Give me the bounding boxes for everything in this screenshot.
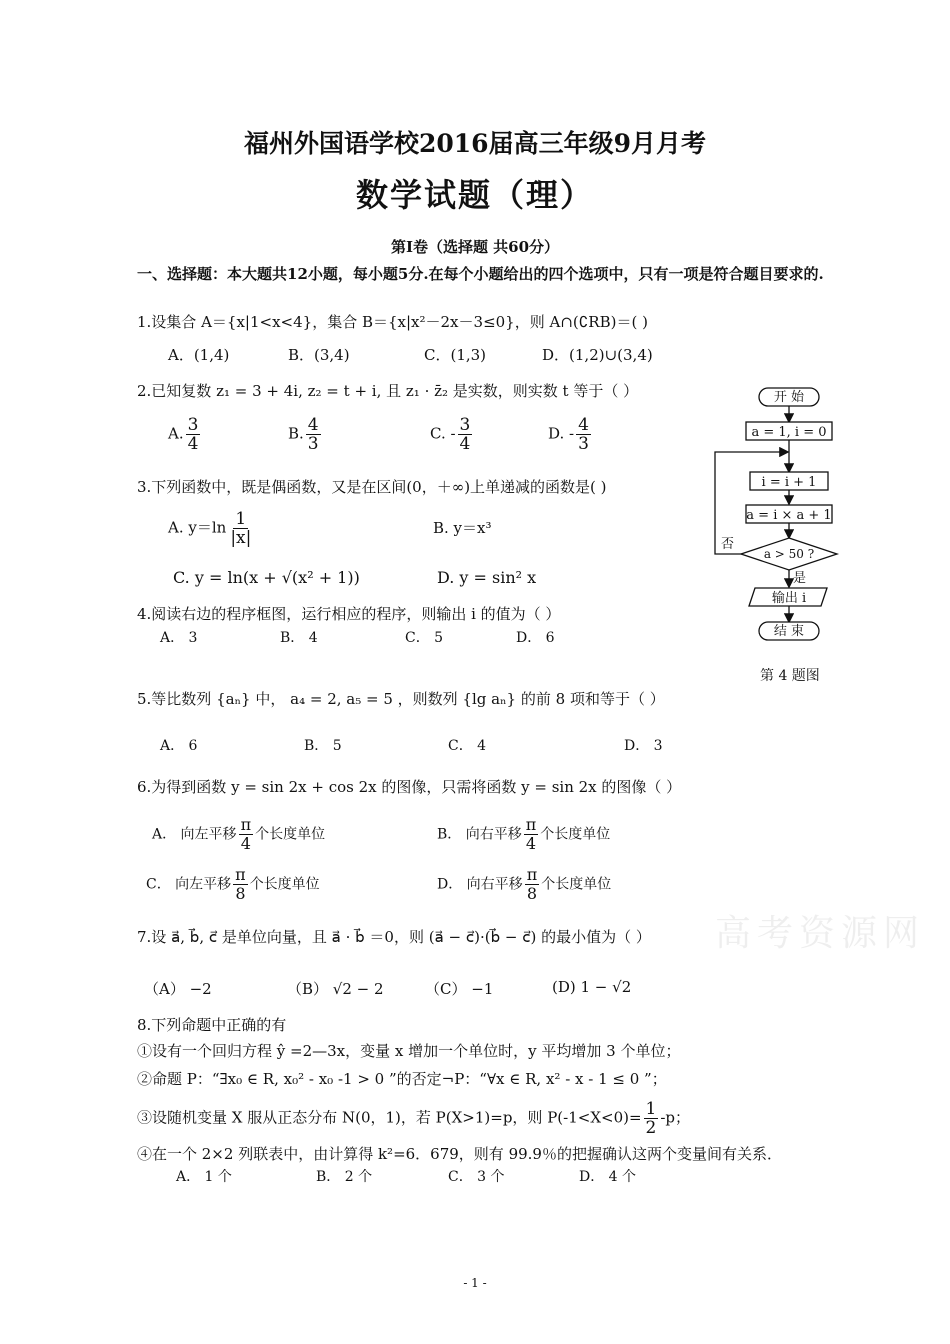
q6-option-d bbox=[437, 866, 611, 903]
q3-option-b: B. y＝x³ bbox=[433, 519, 492, 537]
q4-option-b: B． 4 bbox=[280, 630, 318, 646]
q2-c-num: 3 bbox=[459, 415, 471, 435]
q8-statement-2: ②命题 P：“∃x₀ ∈ R, x₀² - x₀ -1 > 0 ”的否定¬P：“∀x ∈ R, x² - x - 1 ≤ 0 ”； bbox=[137, 1070, 667, 1088]
q6-d-num: π bbox=[526, 865, 538, 884]
q8-stem: 8.下列命题中正确的有 bbox=[137, 1016, 287, 1034]
flowchart-step2-label: a = i × a + 1 bbox=[746, 508, 832, 523]
q6-option-b bbox=[437, 816, 610, 853]
q2-stem: 2.已知复数 z₁ = 3 + 4i, z₂ = t + i, 且 z₁ · z̄₂ 是实数，则实数 t 等于（ ） bbox=[137, 382, 639, 400]
q7-option-d: (D) 1 − √2 bbox=[552, 978, 632, 996]
q2-c-prefix: C. - bbox=[430, 424, 456, 443]
q2-b-prefix: B. bbox=[288, 424, 304, 443]
q4-figure-caption: 第 4 题图 bbox=[760, 668, 820, 684]
q4-stem: 4.阅读右边的程序框图，运行相应的程序，则输出 i 的值为（ ） bbox=[137, 605, 561, 623]
q6-c-fraction bbox=[233, 866, 248, 903]
q2-a-den: 4 bbox=[187, 434, 199, 454]
q2-a-prefix: A. bbox=[168, 424, 184, 443]
q6-c-den: 8 bbox=[235, 884, 246, 903]
q6-option-a bbox=[152, 816, 325, 853]
part-title: 第Ⅰ卷（选择题 共60分） bbox=[390, 238, 560, 256]
q3-stem: 3.下列函数中，既是偶函数，又是在区间(0，＋∞)上单递减的函数是( ) bbox=[137, 478, 607, 496]
q3-a-fraction bbox=[228, 510, 253, 547]
q2-d-num: 4 bbox=[578, 415, 589, 435]
flowchart-start-label: 开 始 bbox=[773, 390, 805, 405]
q8-statement-1: ①设有一个回归方程 ŷ =2—3x，变量 x 增加一个单位时，y 平均增加 3 个单位； bbox=[137, 1042, 681, 1060]
q8-option-b: B． 2 个 bbox=[316, 1169, 373, 1185]
q6-c-pre: C． 向左平移 bbox=[146, 876, 232, 893]
page-number: - 1 - bbox=[463, 1276, 487, 1290]
q2-a-fraction bbox=[186, 416, 201, 453]
q1-stem: 1.设集合 A＝{x|1<x<4}，集合 B＝{x|x²－2x－3≤0}，则 A∩(∁RB)＝( ) bbox=[137, 313, 648, 331]
flowchart-init-label: a = 1, i = 0 bbox=[751, 425, 827, 440]
school-title: 福州外国语学校2016届高三年级9月月考 bbox=[244, 129, 706, 158]
q2-option-c bbox=[430, 416, 474, 453]
q6-a-pre: A． 向左平移 bbox=[152, 826, 237, 843]
flowchart-step1-label: i = i + 1 bbox=[761, 475, 817, 490]
q6-d-fraction bbox=[525, 866, 540, 903]
q5-option-c: C． 4 bbox=[448, 738, 487, 754]
q8-s3-post: -p； bbox=[660, 1108, 691, 1127]
q2-option-a bbox=[168, 416, 202, 453]
q7-option-a: （A） −2 bbox=[144, 980, 212, 998]
q7-option-b: （B） √2 − 2 bbox=[287, 980, 384, 998]
q6-d-post: 个长度单位 bbox=[541, 876, 612, 893]
q8-s3-den: 2 bbox=[645, 1118, 657, 1138]
q6-a-post: 个长度单位 bbox=[255, 826, 326, 843]
q2-c-den: 4 bbox=[459, 434, 471, 454]
flowchart-no-label: 否 bbox=[721, 537, 735, 552]
q6-b-post: 个长度单位 bbox=[540, 826, 611, 843]
q5-stem: 5.等比数列 {aₙ} 中， a₄ = 2, a₅ = 5 ，则数列 {lg aₙ} 的前 8 项和等于（ ） bbox=[137, 690, 665, 708]
q2-b-num: 4 bbox=[307, 415, 319, 435]
q2-d-prefix: D. - bbox=[548, 424, 575, 443]
subject-title: 数学试题（理） bbox=[355, 176, 594, 214]
q3-a-num: 1 bbox=[235, 509, 247, 529]
q3-a-den: |x| bbox=[230, 528, 252, 548]
q4-option-a: A． 3 bbox=[160, 630, 198, 646]
q3-a-prefix: A. y＝ln bbox=[168, 518, 227, 537]
q6-option-c bbox=[146, 866, 320, 903]
q6-a-num: π bbox=[240, 815, 252, 834]
flowchart bbox=[705, 384, 845, 646]
q1-option-d: D．(1,2)∪(3,4) bbox=[542, 346, 653, 364]
q2-option-b bbox=[288, 416, 323, 453]
q6-c-num: π bbox=[235, 865, 246, 884]
section-instructions: 一、选择题：本大题共12小题，每小题5分.在每个小题给出的四个选项中，只有一项是符合题目要求的. bbox=[137, 265, 824, 283]
q6-a-fraction bbox=[239, 816, 254, 853]
flowchart-yes-label: 是 bbox=[793, 571, 807, 586]
q7-stem: 7.设 a⃗, b⃗, c⃗ 是单位向量，且 a⃗ · b⃗ ＝0，则 (a⃗ − c⃗)·(b⃗ − c⃗) 的最小值为（ ） bbox=[137, 928, 651, 946]
q2-a-num: 3 bbox=[187, 415, 199, 435]
q6-b-num: π bbox=[525, 815, 537, 834]
q3-option-c: C. y = ln(x + √(x² + 1)) bbox=[173, 568, 360, 587]
watermark: 高考资源网 bbox=[715, 913, 926, 954]
q8-option-d: D． 4 个 bbox=[579, 1169, 637, 1185]
q6-b-fraction bbox=[524, 816, 539, 853]
q6-b-den: 4 bbox=[525, 834, 537, 853]
q3-option-a bbox=[168, 510, 255, 547]
q4-option-d: D． 6 bbox=[516, 630, 555, 646]
q8-s3-fraction bbox=[644, 1100, 659, 1137]
q8-s3-pre: ③设随机变量 X 服从正态分布 N(0，1)，若 P(X>1)=p，则 P(-1<X<0)= bbox=[137, 1108, 642, 1127]
q8-s3-num: 1 bbox=[645, 1099, 657, 1119]
q5-option-b: B． 5 bbox=[304, 738, 342, 754]
q8-statement-4: ④在一个 2×2 列联表中，由计算得 k²=6．679，则有 99.9％的把握确认这两个变量间有关系． bbox=[137, 1145, 782, 1163]
q6-a-den: 4 bbox=[240, 834, 251, 853]
flowchart-end-label: 结 束 bbox=[773, 624, 805, 639]
q2-b-fraction bbox=[306, 416, 321, 453]
q5-option-d: D． 3 bbox=[624, 738, 663, 754]
q1-option-c: C．(1,3) bbox=[424, 346, 487, 364]
q6-stem: 6.为得到函数 y = sin 2x + cos 2x 的图像，只需将函数 y = sin 2x 的图像（ ） bbox=[137, 778, 682, 796]
q2-d-fraction bbox=[576, 416, 591, 453]
q2-b-den: 3 bbox=[307, 434, 319, 454]
q8-option-a: A． 1 个 bbox=[176, 1169, 232, 1185]
q8-statement-3 bbox=[137, 1100, 690, 1137]
q8-option-c: C． 3 个 bbox=[448, 1169, 505, 1185]
q2-d-den: 3 bbox=[578, 434, 589, 454]
q1-option-a: A．(1,4) bbox=[168, 346, 230, 364]
q5-option-a: A． 6 bbox=[160, 738, 198, 754]
q7-option-c: （C） −1 bbox=[425, 980, 494, 998]
flowchart-output-label: 输出 i bbox=[771, 591, 807, 606]
q1-option-b: B．(3,4) bbox=[288, 346, 350, 364]
q6-c-post: 个长度单位 bbox=[249, 876, 320, 893]
q6-d-pre: D． 向右平移 bbox=[437, 876, 523, 893]
q3-option-d: D. y = sin² x bbox=[437, 568, 537, 587]
flowchart-decision-label: a > 50 ? bbox=[763, 547, 815, 561]
q6-d-den: 8 bbox=[526, 884, 538, 903]
q2-c-fraction bbox=[458, 416, 473, 453]
q2-option-d bbox=[548, 416, 593, 453]
q4-option-c: C． 5 bbox=[405, 630, 444, 646]
q6-b-pre: B． 向右平移 bbox=[437, 826, 522, 843]
